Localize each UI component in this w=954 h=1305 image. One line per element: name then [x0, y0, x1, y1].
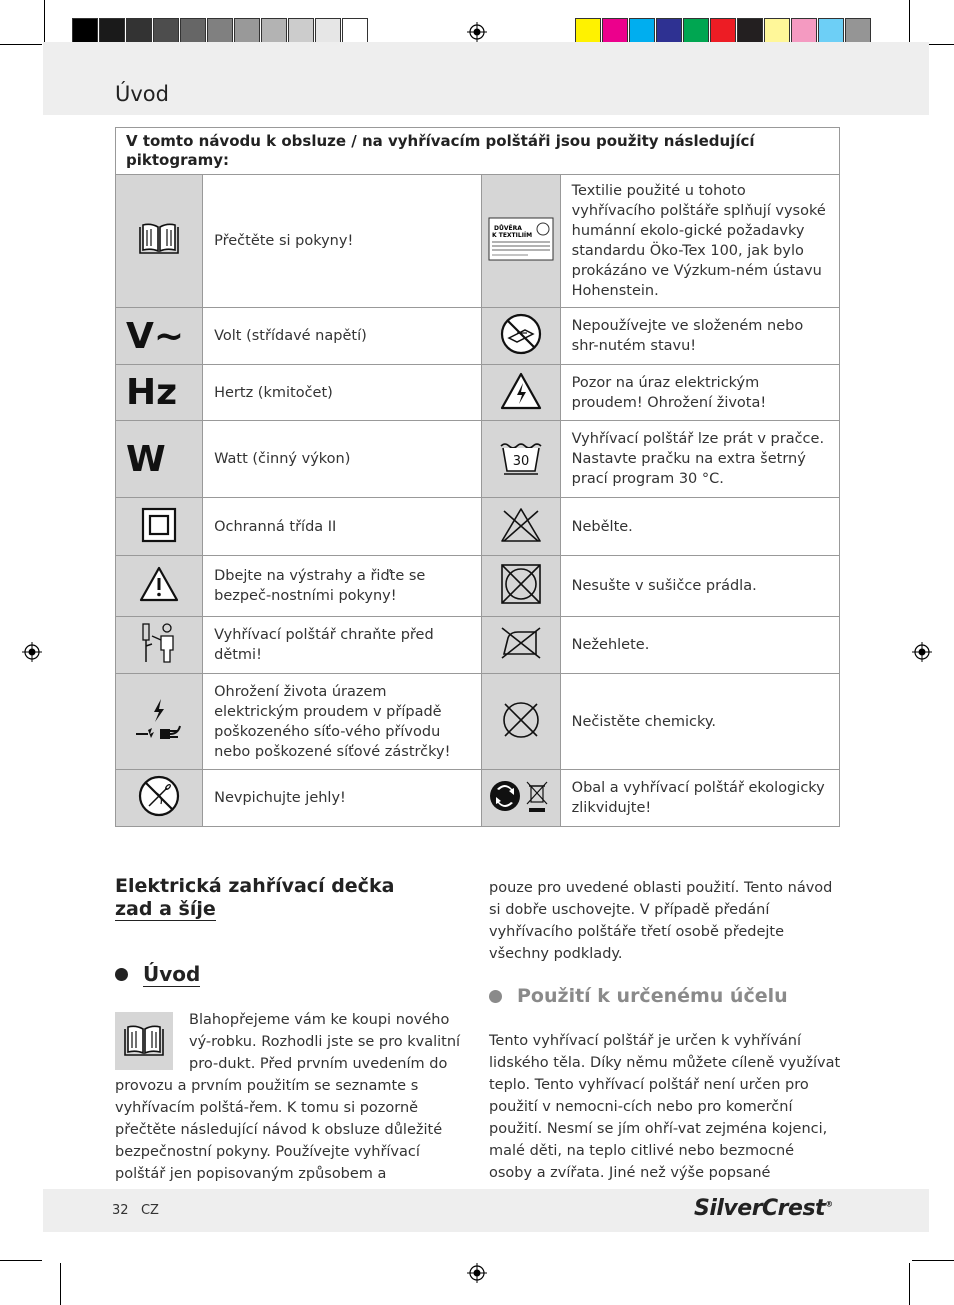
registration-mark-icon: [912, 642, 932, 662]
float-spacer: [115, 1009, 189, 1073]
no-tumble-dry-icon: [482, 556, 560, 617]
warning-triangle-icon: [116, 556, 203, 617]
right-column-text: pouze pro uvedené oblasti použití. Tento návod si dobře uschovejte. V případě předání vyhřívacího polštáře třetí osobě předejte všechny podklady.: [489, 880, 833, 962]
table-row: [116, 498, 840, 556]
table-header-row: [116, 128, 840, 175]
svg-text:K TEXTILIÍM: K TEXTILIÍM: [492, 232, 533, 239]
table-cell: Ohrožení života úrazem elektrickým proudem v případě poškozeného síťo-vého přívodu nebo poškozené síťové zástrčky!: [203, 674, 482, 770]
section-title-line: Elektrická zahřívací dečka: [115, 875, 395, 897]
table-row: [116, 308, 840, 365]
table-cell: Volt (střídavé napětí): [203, 308, 482, 365]
electric-shock-warning-icon: [482, 365, 560, 421]
crop-mark: [909, 1263, 910, 1305]
table-row: [116, 421, 840, 498]
book-icon: [116, 175, 203, 308]
footer-page-info: [112, 1203, 159, 1218]
section-title: [115, 875, 394, 921]
table-cell: Ochranná třída II: [203, 498, 482, 556]
table-cell: Hertz (kmitočet): [203, 365, 482, 421]
table-cell: Přečtěte si pokyny!: [203, 175, 482, 308]
pictogram-table: [115, 127, 840, 827]
no-dry-clean-icon: [482, 674, 560, 770]
protection-class-ii-icon: [116, 498, 203, 556]
crop-mark: [44, 0, 45, 42]
section-title-line: zad a šíje: [115, 898, 216, 920]
svg-text:DŮVĚRA: DŮVĚRA: [494, 225, 522, 232]
table-cell: Pozor na úraz elektrickým proudem! Ohrožení života!: [560, 365, 839, 421]
table-cell: Nesušte v sušičce prádla.: [560, 556, 839, 617]
intro-text: Blahopřejeme vám ke koupi nového vý-robku. Rozhodli jste se pro kvalitní pro-dukt. Před prvním uvedením do provozu a prvním použitím se seznamte s vyhřívacím polštá-řem. K tomu si pozorně přečtěte následující návod k obsluze důležité bezpečnostní pokyny. Používejte vyhřívací polštář jen popisovaným způsobem a: [115, 1009, 462, 1185]
oeko-tex-label-icon: [482, 175, 560, 308]
language-code: CZ: [140, 1203, 159, 1218]
crop-mark: [0, 1260, 42, 1261]
table-cell: Nepoužívejte ve složeném nebo shr-nutém stavu!: [560, 308, 839, 365]
table-heading: V tomto návodu k obsluze / na vyhřívacím polštáři jsou použity následující piktogramy:: [116, 128, 840, 175]
watt-symbol: W: [116, 421, 203, 498]
table-row: [116, 674, 840, 770]
registration-mark-icon: [467, 22, 487, 42]
table-row: [116, 175, 840, 308]
table-cell: Textilie použité u tohoto vyhřívacího polštáře splňují vysoké humánní ekolo-gické požadavky standardu Öko-Tex 100, jak bylo prokázáno ve Výzkum-ném ústavu Hohenstein.: [560, 175, 839, 308]
registration-mark-icon: [22, 642, 42, 662]
crop-mark: [60, 1263, 61, 1305]
table-cell: Nežehlete.: [560, 617, 839, 674]
table-row: [116, 617, 840, 674]
table-row: [116, 770, 840, 827]
table-cell: Vyhřívací polštář lze prát v pračce. Nastavte pračku na extra šetrný prací program 30 °C.: [560, 421, 839, 498]
table-cell: Watt (činný výkon): [203, 421, 482, 498]
hertz-symbol: Hz: [116, 365, 203, 421]
use-heading: Použití k určenému účelu: [489, 985, 788, 1007]
page-number: 32: [112, 1203, 129, 1218]
wash-30-icon: [482, 421, 560, 498]
crop-mark: [909, 0, 910, 42]
table-cell: Obal a vyhřívací polštář ekologicky zlikvidujte!: [560, 770, 839, 827]
table-row: [116, 365, 840, 421]
no-needles-icon: [116, 770, 203, 827]
bullet-dot-icon: [489, 990, 502, 1003]
use-text: Tento vyhřívací polštář je určen k vyhřívání lidského těla. Díky němu můžete cíleně využívat teplo. Tento vyhřívací polštář není určen pro použití v nemocni-cích nebo pro komerční použití. Nesmí se jím ohří-vat zejména kojenci, malé děti, na teplo citlivé nebo bezmocné osoby a zvířata. Jiné než výše popsané: [489, 1033, 841, 1181]
table-cell: Nevpichujte jehly!: [203, 770, 482, 827]
table-cell: Nebělte.: [560, 498, 839, 556]
bullet-dot-icon: [115, 968, 128, 981]
no-iron-icon: [482, 617, 560, 674]
brand-logo: SilverCrest®: [694, 1196, 833, 1221]
recycle-disposal-icon: [482, 770, 560, 827]
crop-mark: [0, 44, 42, 45]
table-cell: Nečistěte chemicky.: [560, 674, 839, 770]
volt-symbol: V~: [116, 308, 203, 365]
table-cell: Dbejte na výstrahy a řiďte se bezpeč-nostními pokyny!: [203, 556, 482, 617]
intro-heading: Úvod: [115, 962, 200, 987]
table-cell: Vyhřívací polštář chraňte před dětmi!: [203, 617, 482, 674]
keep-from-children-icon: [116, 617, 203, 674]
no-bleach-icon: [482, 498, 560, 556]
table-row: [116, 556, 840, 617]
damaged-cable-icon: [116, 674, 203, 770]
page-title: Úvod: [115, 82, 169, 106]
header-band: [43, 42, 929, 115]
crop-mark: [912, 1260, 954, 1261]
wash-temperature-label: 30: [512, 454, 530, 469]
no-folded-icon: [482, 308, 560, 365]
registration-mark-icon: [467, 1263, 487, 1283]
